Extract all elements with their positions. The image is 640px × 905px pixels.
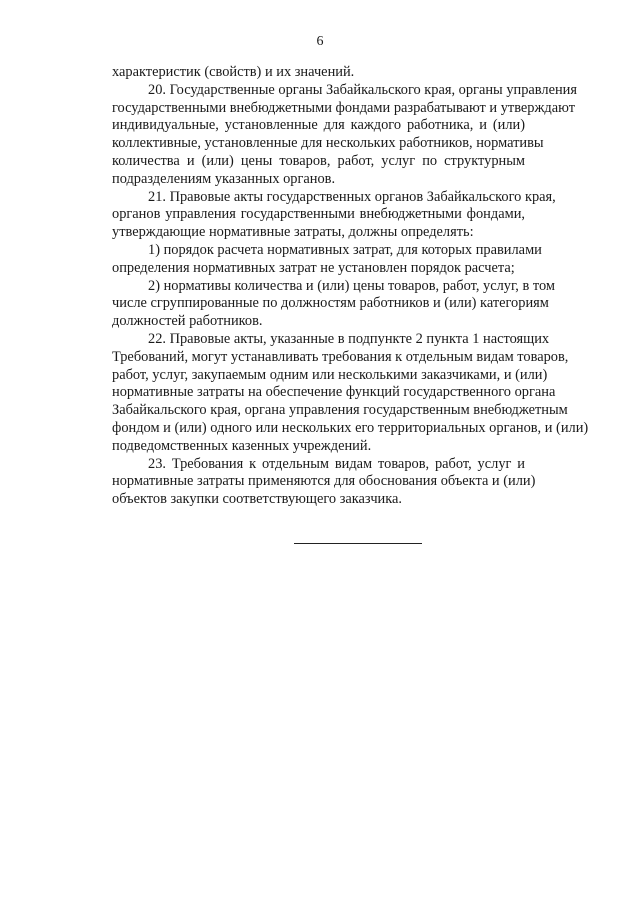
text-line: государственными внебюджетными фондами разрабатывают и утверждают	[112, 99, 575, 116]
text-line: коллективные, установленные для нескольких работников, нормативы	[112, 135, 544, 152]
page-number: 6	[316, 34, 324, 49]
text-line: работ, услуг, закупаемым одним или несколькими заказчиками, и (или)	[112, 366, 548, 383]
text-line: 21. Правовые акты государственных органов Забайкальского края,	[148, 188, 556, 205]
text-line: утверждающие нормативные затраты, должны определять:	[112, 224, 474, 241]
text-line: 20. Государственные органы Забайкальского края, органы управления	[148, 81, 577, 98]
text-line: должностей работников.	[112, 313, 263, 330]
text-line: количества и (или) цены товаров, работ, услуг по структурным	[112, 152, 525, 169]
text-line: нормативные затраты на обеспечение функций государственного органа	[112, 384, 556, 401]
text-line: подразделениям указанных органов.	[112, 170, 336, 187]
end-separator-line	[294, 543, 422, 544]
text-line: Требований, могут устанавливать требования к отдельным видам товаров,	[112, 348, 569, 365]
text-line: 23. Требования к отдельным видам товаров, работ, услуг и	[148, 455, 525, 472]
text-line: объектов закупки соответствующего заказчика.	[112, 491, 403, 508]
text-line: Забайкальского края, органа управления государственным внебюджетным	[112, 402, 568, 419]
text-line: индивидуальные, установленные для каждого работника, и (или)	[112, 117, 525, 134]
text-line: органов управления государственными внебюджетными фондами,	[112, 206, 525, 223]
text-line: нормативные затраты применяются для обоснования объекта и (или)	[112, 473, 536, 490]
text-line: характеристик (свойств) и их значений.	[112, 64, 355, 80]
text-line: подведомственных казенных учреждений.	[112, 437, 372, 454]
text-line: фондом и (или) одного или нескольких его территориальных органов, и (или)	[112, 419, 589, 436]
text-line: определения нормативных затрат не установлен порядок расчета;	[112, 259, 515, 276]
document-body	[112, 64, 589, 509]
text-line: 1) порядок расчета нормативных затрат, для которых правилами	[148, 241, 542, 258]
text-line: 2) нормативы количества и (или) цены товаров, работ, услуг, в том	[148, 277, 555, 294]
text-line: 22. Правовые акты, указанные в подпункте 2 пункта 1 настоящих	[148, 330, 550, 347]
text-line: числе сгруппированные по должностям работников и (или) категориям	[112, 295, 549, 312]
